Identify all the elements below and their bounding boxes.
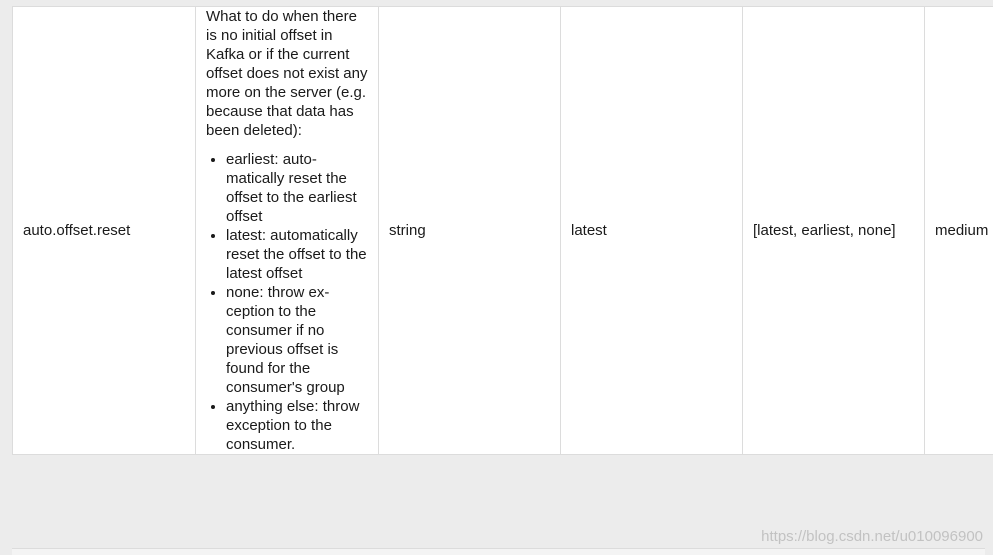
config-description-cell <box>196 7 379 455</box>
list-item: • none: throw exception to the consumer if no previous offset is found for the consumer's group <box>226 283 368 397</box>
config-importance-cell: medium <box>925 7 993 455</box>
list-item: • earliest: automatically reset the offset to the earliest offset <box>226 150 368 226</box>
config-default-cell: latest <box>561 7 743 455</box>
list-item: • latest: automatically reset the offset to the latest offset <box>226 226 368 283</box>
next-row-edge <box>12 548 985 555</box>
description-intro: What to do when there is no initial offset in Kafka or if the current offset does not exist any more on the server (e.g. because that data has been deleted): <box>206 8 368 139</box>
description-list <box>206 150 368 454</box>
config-name-cell: auto.offset.reset <box>13 7 196 455</box>
list-item: • anything else: throw exception to the consumer. <box>226 397 368 454</box>
config-table <box>12 6 993 455</box>
watermark-text: https://blog.csdn.net/u010096900 <box>761 528 983 545</box>
config-valid-values-cell: [latest, earliest, none] <box>743 7 925 455</box>
table-row <box>13 7 993 455</box>
config-type-cell: string <box>379 7 561 455</box>
